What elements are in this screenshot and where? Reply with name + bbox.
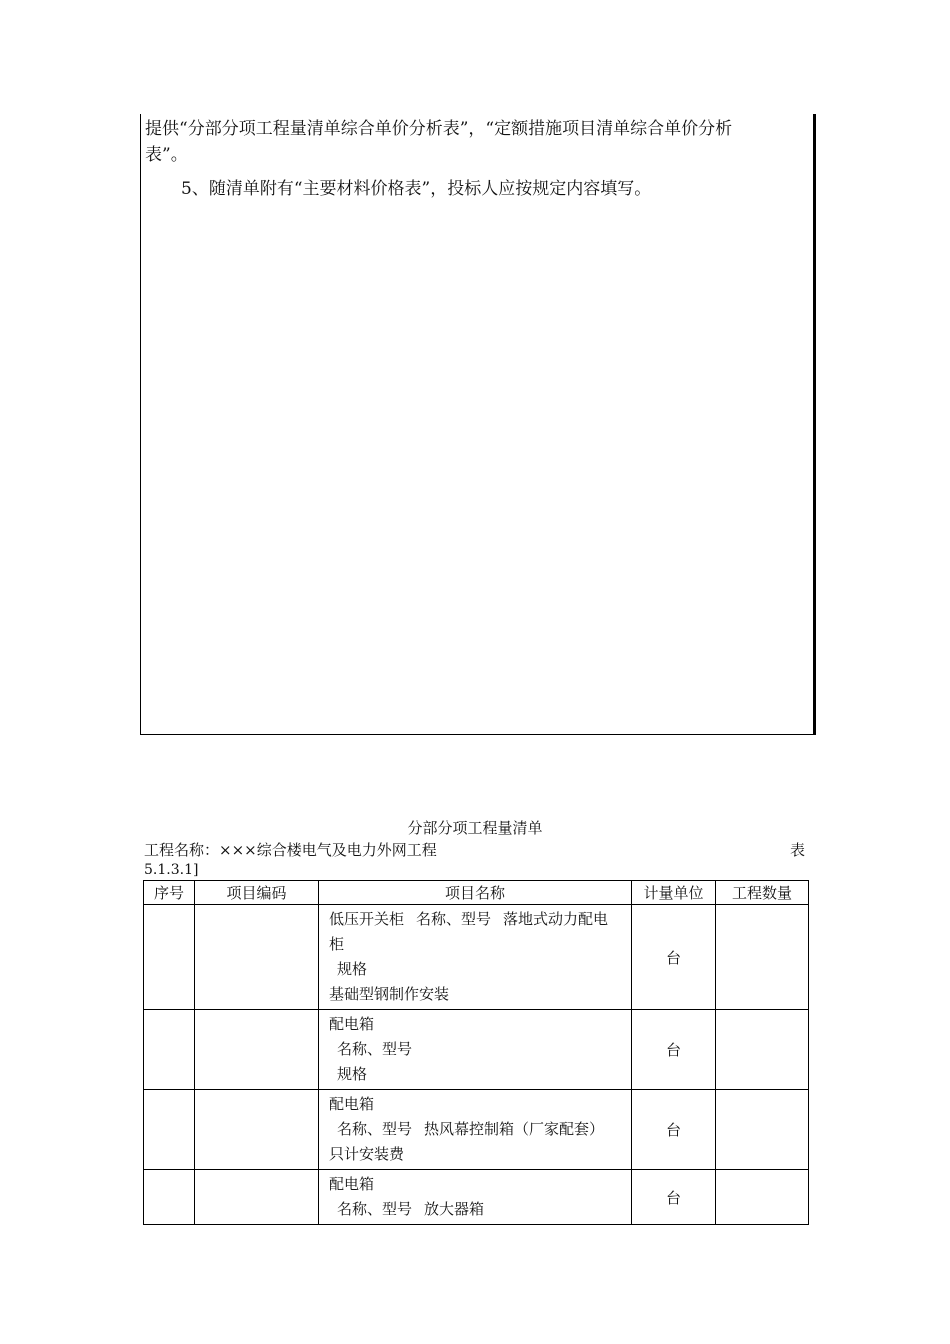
project-label: 工程名称：	[144, 841, 220, 859]
cell-code	[195, 905, 319, 1010]
table-code-part2: 5.1.3.1]	[144, 862, 199, 878]
project-name-line	[144, 840, 437, 860]
cell-seq	[144, 905, 195, 1010]
cell-name	[319, 1090, 632, 1170]
note-line-2: 表”。	[145, 145, 188, 165]
cell-code	[195, 1170, 319, 1225]
row-line: 基础型钢制作安装	[329, 985, 450, 1003]
cell-unit: 台	[632, 1010, 716, 1090]
attr-label: 名称、型号	[337, 1120, 413, 1138]
cell-unit: 台	[632, 905, 716, 1010]
cell-seq	[144, 1090, 195, 1170]
header-qty: 工程数量	[716, 881, 809, 905]
table-header-row	[144, 881, 809, 905]
attr-label: 名称、型号	[337, 1200, 413, 1218]
cell-qty	[716, 1170, 809, 1225]
cell-unit: 台	[632, 1170, 716, 1225]
row-line: 只计安装费	[329, 1145, 405, 1163]
cell-code	[195, 1090, 319, 1170]
cell-unit: 台	[632, 1090, 716, 1170]
cell-qty	[716, 905, 809, 1010]
attr-label: 名称、型号	[337, 1040, 413, 1058]
attr-label: 名称、型号	[416, 910, 492, 928]
header-unit: 计量单位	[632, 881, 716, 905]
cell-name	[319, 905, 632, 1010]
row-line: 柜	[329, 935, 345, 953]
item-title: 低压开关柜	[329, 910, 405, 928]
cell-code	[195, 1010, 319, 1090]
cell-seq	[144, 1170, 195, 1225]
header-name: 项目名称	[319, 881, 632, 905]
cell-qty	[716, 1090, 809, 1170]
table-code-part1: 表	[790, 841, 806, 859]
item-title: 配电箱	[329, 1175, 375, 1193]
header-code: 项目编码	[195, 881, 319, 905]
attr-value: 放大器箱	[424, 1200, 485, 1218]
bill-table	[143, 880, 809, 1225]
cell-qty	[716, 1010, 809, 1090]
attr-value: 落地式动力配电	[503, 910, 609, 928]
notes-box	[140, 114, 816, 735]
table-row	[144, 1010, 809, 1090]
header-seq: 序号	[144, 881, 195, 905]
cell-seq	[144, 1010, 195, 1090]
project-name: ×××综合楼电气及电力外网工程	[219, 841, 437, 859]
attr-label: 规格	[337, 1065, 368, 1083]
cell-name	[319, 1170, 632, 1225]
attr-value: 热风幕控制箱（厂家配套）	[424, 1120, 605, 1138]
table-row	[144, 1090, 809, 1170]
bill-title: 分部分项工程量清单	[407, 819, 543, 837]
table-row	[144, 1170, 809, 1225]
item-title: 配电箱	[329, 1095, 375, 1113]
row-line	[329, 1117, 625, 1142]
table-row	[144, 905, 809, 1010]
item-title: 配电箱	[329, 1015, 375, 1033]
note-line-1: 提供“分部分项工程量清单综合单价分析表”，“定额措施项目清单综合单价分析	[145, 119, 733, 139]
cell-name	[319, 1010, 632, 1090]
row-line	[329, 907, 625, 932]
row-line	[329, 1197, 625, 1222]
attr-label: 规格	[337, 960, 368, 978]
note-line-3: 5、随清单附有“主要材料价格表”，投标人应按规定内容填写。	[181, 179, 652, 199]
